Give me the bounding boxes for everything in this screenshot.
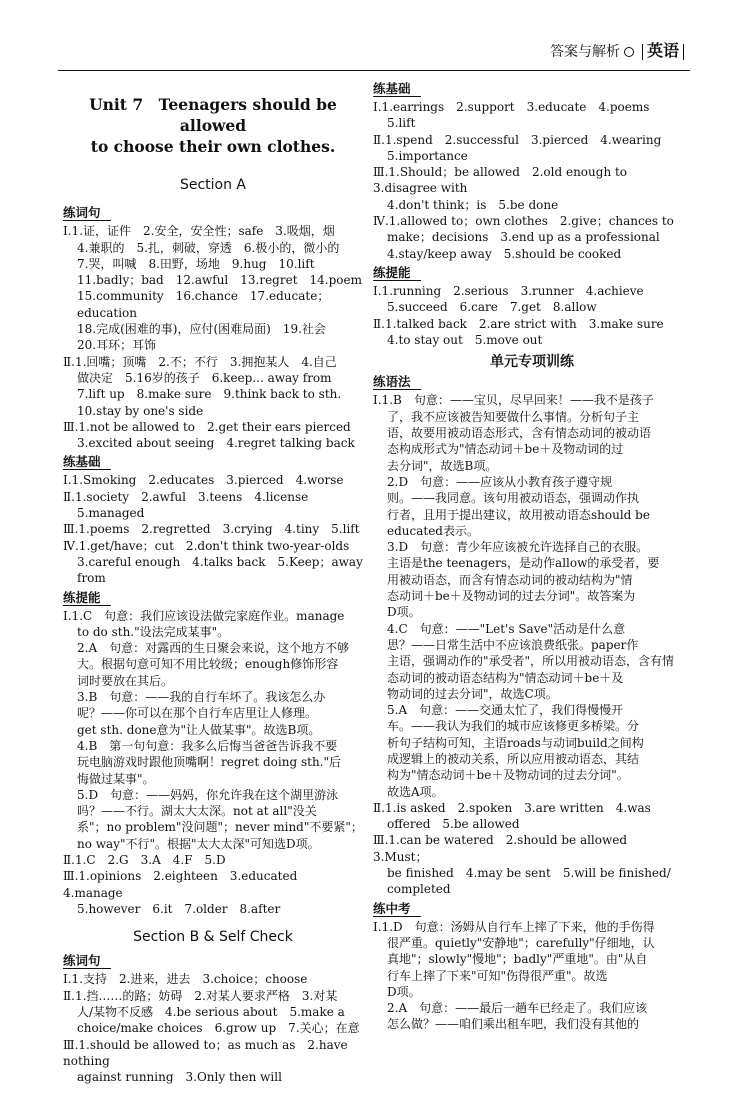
header-rule bbox=[58, 70, 690, 71]
text-line: educated表示。 bbox=[387, 523, 479, 538]
header-left: 答案与解析 bbox=[549, 44, 620, 60]
text-line: Ⅰ.1.running 2.serious 3.runner 4.achieve bbox=[373, 283, 644, 298]
text-line: 系"；no problem"没问题"；never mind"不要紧"； bbox=[77, 820, 363, 835]
text-line: 3.B 句意：——我的自行车坏了。我该怎么办 bbox=[77, 690, 326, 705]
text-line: Ⅰ.1.Smoking 2.educates 3.pierced 4.worse bbox=[63, 473, 344, 488]
text-line: Ⅱ.1.回嘴；顶嘴 2.不；不行 3.拥抱某人 4.自己 bbox=[63, 354, 337, 369]
text-line: 构为"情态动词＋be＋及物动词的过去分词"。 bbox=[387, 768, 629, 783]
section-b-title: Section B & Self Check bbox=[133, 929, 293, 946]
text-line: Ⅰ.1.D 句意：汤姆从自行车上摔了下来，他的手伤得 bbox=[373, 919, 655, 934]
text-line: 怎么做？——咱们乘出租车吧，我们没有其他的 bbox=[387, 1017, 640, 1032]
text-line: be finished 4.may be sent 5.will be finished/ bbox=[387, 866, 671, 881]
text-line: 4.to stay out 5.move out bbox=[387, 332, 543, 347]
text-line: 7.哭，叫喊 8.田野，场地 9.hug 10.lift bbox=[77, 256, 315, 271]
right-column bbox=[373, 78, 691, 1033]
text-line: Ⅳ.1.get/have；cut 2.don't think two-year-olds bbox=[63, 538, 350, 553]
text-line: 玩电脑游戏时跟他顶嘴啊！regret doing sth."后 bbox=[77, 755, 342, 770]
subheading-nengli: 练提能 bbox=[63, 590, 111, 606]
text-line: Ⅱ.1.C 2.G 3.A 4.F 5.D bbox=[63, 852, 226, 867]
subheading-ciju: 练词句 bbox=[63, 205, 111, 221]
text-line: 主语是the teenagers，是动作allow的承受者，要 bbox=[387, 556, 660, 571]
unit-title bbox=[63, 94, 363, 157]
text-line: Ⅰ.1.支持 2.进来，进去 3.choice；choose bbox=[63, 972, 308, 987]
text-line: 故选A项。 bbox=[387, 784, 444, 799]
text-line: 11.badly；bad 12.awful 13.regret 14.poem bbox=[77, 273, 362, 288]
text-line: 则。——我同意。该句用被动语态，强调动作执 bbox=[387, 491, 640, 506]
text-line: 真地"；slowly"慢地"；badly"严重地"。由"从自 bbox=[387, 952, 648, 967]
text-line: to do sth."设法完成某事"。 bbox=[77, 624, 230, 639]
text-line: 5.importance bbox=[387, 148, 468, 163]
text-line: 20.耳环；耳饰 bbox=[77, 338, 157, 353]
text-line: 4.C 句意：——"Let's Save"活动是什么意 bbox=[387, 621, 626, 636]
text-line: 5.A 句意：——交通太忙了，我们得慢慢开 bbox=[387, 703, 624, 718]
text-line: 思？——日常生活中不应该浪费纸张。paper作 bbox=[387, 637, 639, 652]
text-line: 4.B 第一句句意：我多么后悔当爸爸告诉我不要 bbox=[77, 738, 338, 753]
text-line: make；decisions 3.end up as a professional bbox=[387, 230, 660, 245]
text-line: completed bbox=[387, 882, 451, 897]
text-line: 3.excited about seeing 4.regret talking back bbox=[77, 436, 355, 451]
text-line: 5.succeed 6.care 7.get 8.allow bbox=[387, 300, 597, 315]
text-line: 5.managed bbox=[77, 506, 145, 521]
text-line: 2.D 句意：——应该从小教育孩子遵守规 bbox=[387, 474, 613, 489]
text-line: 析句子结构可知，主语roads与动词build之间构 bbox=[387, 735, 644, 750]
text-line: 4.兼职的 5.扎，刺破，穿透 6.极小的，微小的 bbox=[77, 240, 340, 255]
text-line: get sth. done意为"让人做某事"。故选B项。 bbox=[77, 722, 321, 737]
header-divider-2 bbox=[683, 44, 684, 60]
text-line: 大。根据句意可知不用比较级；enough修饰形容 bbox=[77, 657, 339, 672]
subheading-zhongkao: 练中考 bbox=[373, 901, 421, 917]
unit-training-title: 单元专项训练 bbox=[490, 354, 574, 371]
unit-title-line-2: to choose their own clothes. bbox=[90, 137, 336, 156]
text-line: 去分词"，故选B项。 bbox=[387, 458, 498, 473]
unit-title-line-1: Unit 7 Teenagers should be allowed bbox=[89, 95, 337, 135]
text-line: Ⅱ.1.挡……的路；妨碍 2.对某人要求严格 3.对某 bbox=[63, 988, 338, 1003]
section-a-title: Section A bbox=[179, 177, 247, 193]
text-line: Ⅰ.1.earrings 2.support 3.educate 4.poems bbox=[373, 100, 650, 114]
text-line: from bbox=[77, 571, 106, 586]
text-line: 很严重。quietly"安静地"；carefully"仔细地，认 bbox=[387, 935, 655, 950]
text-line: D项。 bbox=[387, 984, 421, 999]
text-line: offered 5.be allowed bbox=[387, 817, 520, 832]
text-line: D项。 bbox=[387, 605, 421, 620]
text-line: 态构成形式为"情态动词＋be＋及物动词的过 bbox=[387, 442, 624, 457]
circle-icon bbox=[624, 47, 634, 57]
text-line: 词时要放在其后。 bbox=[77, 673, 174, 688]
text-line: choice/make choices 6.grow up 7.关心；在意 bbox=[77, 1021, 360, 1036]
text-line: Ⅰ.1.B 句意：——宝贝，尽早回来！——我不是孩子 bbox=[373, 393, 654, 408]
left-column bbox=[63, 78, 363, 1086]
text-line: Ⅲ.1.opinions 2.eighteen 3.educated 4.manage bbox=[63, 869, 310, 900]
text-line: 10.stay by one's side bbox=[77, 403, 204, 418]
text-line: against running 3.Only then will bbox=[77, 1070, 282, 1085]
text-line: Ⅳ.1.allowed to；own clothes 2.give；chances to bbox=[373, 214, 674, 229]
text-line: 3.careful enough 4.talks back 5.Keep；away bbox=[77, 554, 363, 569]
text-line: Ⅱ.1.is asked 2.spoken 3.are written 4.was bbox=[373, 800, 651, 815]
text-line: 用被动语态，而含有情态动词的被动结构为"情 bbox=[387, 572, 633, 587]
text-line: 2.A 句意：——最后一趟车已经走了。我们应该 bbox=[387, 1001, 648, 1016]
text-line: 语，故要用被动语态形式，含有情态动词的被动语 bbox=[387, 426, 652, 441]
text-line: 行车上摔了下来"可知"伤得很严重"。故选 bbox=[387, 968, 608, 983]
text-line: 人/某物不反感 4.be serious about 5.make a bbox=[77, 1005, 345, 1020]
subheading-yufa: 练语法 bbox=[373, 374, 421, 390]
text-line: 3.D 句意：青少年应该被允许选择自己的衣服。 bbox=[387, 540, 649, 555]
text-line: 行者，且用于提出建议，故用被动语态should be bbox=[387, 507, 650, 522]
text-line: 18.完成(困难的事)，应付(困难局面) 19.社会 bbox=[77, 322, 326, 337]
text-line: 了，我不应该被告知要做什么事情。分析句子主 bbox=[387, 409, 640, 424]
text-line: 态动词的被动语态结构为"情态动词＋be＋及 bbox=[387, 670, 624, 685]
text-line: Ⅲ.1.Should；be allowed 2.old enough to 3.disagree with bbox=[373, 165, 640, 196]
text-line: 主语，强调动作的"承受者"，所以用被动语态，含有情 bbox=[387, 654, 675, 669]
text-line: 物动词的过去分词"，故选C项。 bbox=[387, 686, 558, 701]
text-line: Ⅱ.1.spend 2.successful 3.pierced 4.wearing bbox=[373, 132, 662, 147]
text-line: Ⅲ.1.not be allowed to 2.get their ears pierced bbox=[63, 419, 351, 434]
text-line: Ⅲ.1.should be allowed to；as much as 2.have nothing bbox=[63, 1037, 348, 1068]
text-line: Ⅲ.1.can be watered 2.should be allowed 3.Must； bbox=[373, 833, 640, 864]
text-line: 悔做过某事"。 bbox=[77, 771, 155, 786]
text-line: 15.community 16.chance 17.educate；education bbox=[77, 289, 330, 320]
text-line: 做决定 5.16岁的孩子 6.keep... away from bbox=[77, 370, 332, 385]
text-line: Ⅰ.1.C 句意：我们应该设法做完家庭作业。manage bbox=[63, 608, 345, 623]
text-line: 5.however 6.it 7.older 8.after bbox=[77, 901, 281, 916]
subheading-jichu: 练基础 bbox=[63, 454, 111, 470]
text-line: 2.A 句意：对露西的生日聚会来说，这个地方不够 bbox=[77, 641, 350, 656]
page-header bbox=[550, 38, 688, 61]
text-line: Ⅰ.1.证，证件 2.安全，安全性；safe 3.吸烟，烟 bbox=[63, 224, 335, 239]
subheading-ciju-2: 练词句 bbox=[63, 953, 111, 969]
text-line: no way"不行"。根据"太大太深"可知选D项。 bbox=[77, 836, 320, 851]
text-line: 7.lift up 8.make sure 9.think back to sth. bbox=[77, 387, 342, 402]
text-line: Ⅱ.1.talked back 2.are strict with 3.make sure bbox=[373, 316, 664, 331]
text-line: 5.lift bbox=[387, 116, 416, 131]
text-line: Ⅱ.1.society 2.awful 3.teens 4.license bbox=[63, 489, 309, 504]
text-line: 吗？——不行。湖太大太深。not at all"没关 bbox=[77, 804, 317, 819]
text-line: 成逻辑上的被动关系，所以应用被动语态，其结 bbox=[387, 751, 640, 766]
text-line: 4.don't think；is 5.be done bbox=[387, 197, 559, 212]
text-line: 呢？——你可以在那个自行车店里让人修理。 bbox=[77, 706, 318, 721]
text-line: 5.D 句意：——妈妈，你允许我在这个湖里游泳 bbox=[77, 787, 339, 802]
text-line: Ⅲ.1.poems 2.regretted 3.crying 4.tiny 5.lift bbox=[63, 522, 360, 537]
subheading-nengli-right: 练提能 bbox=[373, 265, 421, 281]
header-divider bbox=[642, 44, 643, 60]
text-line: 车。——我认为我们的城市应该修更多桥梁。分 bbox=[387, 719, 640, 734]
text-line: 4.stay/keep away 5.should be cooked bbox=[387, 246, 622, 261]
text-line: 态动词＋be＋及物动词的过去分词"。故答案为 bbox=[387, 589, 636, 604]
subheading-jichu-right: 练基础 bbox=[373, 81, 421, 97]
header-subject: 英语 bbox=[646, 41, 679, 60]
